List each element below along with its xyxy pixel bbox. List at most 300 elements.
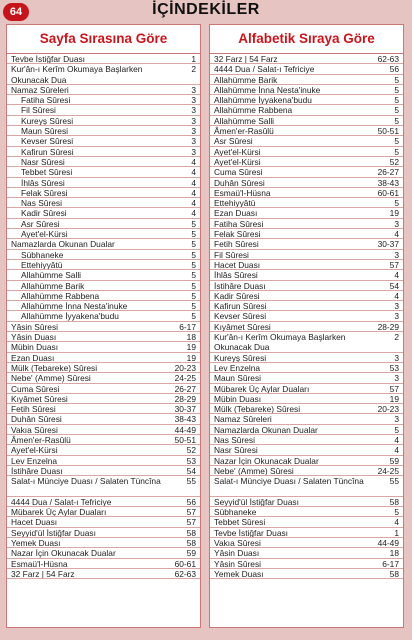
toc-entry[interactable] bbox=[210, 64, 403, 74]
toc-entry[interactable] bbox=[7, 105, 200, 115]
toc-entry-page: 5 bbox=[191, 290, 196, 301]
toc-entry-title: Kadir Sûresi bbox=[214, 290, 260, 301]
toc-entry-page: 26-27 bbox=[377, 167, 399, 178]
toc-entry[interactable] bbox=[7, 95, 200, 105]
toc-entry[interactable] bbox=[210, 425, 403, 435]
toc-entry[interactable] bbox=[7, 373, 200, 383]
toc-entry-page: 19 bbox=[186, 342, 196, 353]
toc-entry[interactable] bbox=[7, 147, 200, 157]
toc-entry[interactable] bbox=[7, 322, 200, 332]
toc-entry-title: Yâsin Sûresi bbox=[11, 321, 59, 332]
toc-entry-page: 3 bbox=[394, 414, 399, 425]
toc-entry-page: 3 bbox=[394, 373, 399, 384]
toc-entry[interactable] bbox=[7, 85, 200, 95]
toc-entry[interactable] bbox=[7, 363, 200, 373]
toc-entry[interactable] bbox=[7, 384, 200, 394]
toc-entry[interactable] bbox=[210, 178, 403, 188]
toc-entry-title: Kadir Sûresi bbox=[21, 208, 67, 219]
toc-entry-title: Fetih Sûresi bbox=[11, 404, 56, 415]
toc-entry-page: 5 bbox=[191, 218, 196, 229]
toc-entry-page: 38-43 bbox=[377, 177, 399, 188]
toc-entry-title: Maun Sûresi bbox=[21, 126, 69, 137]
toc-entry[interactable] bbox=[7, 507, 200, 517]
toc-entry-page: 20-23 bbox=[174, 362, 196, 373]
toc-entry[interactable] bbox=[210, 239, 403, 249]
toc-entry-title: 4444 Dua / Salat-ı Tefriciye bbox=[214, 64, 315, 75]
toc-entry-title: Fetih Sûresi bbox=[214, 239, 259, 250]
toc-entry-page: 5 bbox=[394, 198, 399, 209]
toc-entry[interactable] bbox=[210, 363, 403, 373]
toc-entry-title: 32 Farz | 54 Farz bbox=[11, 568, 75, 579]
toc-entry-title: Lev Enzelna bbox=[214, 362, 261, 373]
toc-entry-page: 20-23 bbox=[377, 404, 399, 415]
toc-entry-page: 18 bbox=[186, 332, 196, 343]
toc-entry[interactable] bbox=[7, 466, 200, 476]
toc-entry-title: Esmaü'l-Hüsna bbox=[11, 558, 68, 569]
toc-entry-page: 4 bbox=[394, 434, 399, 445]
toc-alphabetical-column bbox=[209, 24, 404, 628]
toc-entry-page: 5 bbox=[394, 146, 399, 157]
toc-entry[interactable] bbox=[7, 188, 200, 198]
toc-entry-page: 19 bbox=[389, 393, 399, 404]
toc-entry[interactable] bbox=[210, 528, 403, 538]
toc-entry[interactable] bbox=[210, 188, 403, 198]
toc-entry[interactable] bbox=[7, 167, 200, 177]
toc-entry-page: 5 bbox=[191, 301, 196, 312]
toc-entry-title: Ettehiyyâtü bbox=[214, 198, 256, 209]
toc-entry-title: Vakıa Sûresi bbox=[214, 537, 261, 548]
toc-entry-title: İstihâre Duası bbox=[11, 465, 63, 476]
toc-entry[interactable] bbox=[210, 538, 403, 548]
toc-entry-title: Salat-ı Münciye Duası / Salaten Tüncîna bbox=[11, 476, 161, 487]
toc-entry-page: 28-29 bbox=[377, 321, 399, 332]
toc-entry[interactable] bbox=[210, 548, 403, 558]
toc-entry-title: Tevbe İstiğfar Duası bbox=[214, 527, 289, 538]
toc-entry-title: Mübarek Üç Aylar Duaları bbox=[214, 383, 310, 394]
toc-list-alphabetical bbox=[210, 54, 403, 579]
toc-entry-title: Felak Sûresi bbox=[214, 229, 261, 240]
toc-entry-page: 1 bbox=[394, 527, 399, 538]
toc-entry[interactable] bbox=[210, 394, 403, 404]
toc-entry[interactable] bbox=[7, 353, 200, 363]
toc-entry[interactable] bbox=[7, 332, 200, 342]
toc-entry-page: 62-63 bbox=[377, 54, 399, 64]
toc-entry-title: Mülk (Tebareke) Sûresi bbox=[11, 362, 98, 373]
toc-entry-page: 53 bbox=[186, 455, 196, 466]
toc-entry-page: 4 bbox=[394, 270, 399, 281]
toc-entry-page: 3 bbox=[191, 146, 196, 157]
toc-entry-page: 3 bbox=[191, 105, 196, 116]
column-heading-alphabetical: Alfabetik Sıraya Göre bbox=[210, 25, 403, 54]
toc-entry-page: 4 bbox=[191, 156, 196, 167]
toc-entry-title: Allahümme Barik bbox=[214, 74, 278, 85]
toc-entry-page: 3 bbox=[394, 249, 399, 260]
toc-entry-page: 3 bbox=[394, 301, 399, 312]
toc-entry[interactable] bbox=[7, 198, 200, 208]
toc-entry-title: Mülk (Tebareke) Sûresi bbox=[214, 404, 301, 415]
toc-entry-title: Yemek Duası bbox=[214, 568, 264, 579]
toc-entry-page: 55 bbox=[389, 476, 399, 487]
toc-entry-page: 57 bbox=[186, 517, 196, 528]
toc-entry-title: Kıyâmet Sûresi bbox=[214, 321, 271, 332]
toc-entry-page: 38-43 bbox=[174, 414, 196, 425]
toc-entry-page: 5 bbox=[191, 311, 196, 322]
toc-entry[interactable] bbox=[7, 414, 200, 424]
toc-entry-title: Allahümme İnna Nesta'inuke bbox=[214, 84, 321, 95]
toc-entry-title: Ayet'el-Kürsi bbox=[11, 445, 58, 456]
toc-entry[interactable] bbox=[210, 301, 403, 311]
page-title: İÇİNDEKİLER bbox=[152, 1, 260, 18]
toc-entry-page: 3 bbox=[191, 115, 196, 126]
toc-entry-page: 5 bbox=[394, 424, 399, 435]
toc-entry-title: Nazar İçin Okunacak Dualar bbox=[11, 548, 116, 559]
toc-entry-title: Salat-ı Münciye Duası / Salaten Tüncîna bbox=[214, 476, 364, 487]
toc-entry[interactable] bbox=[210, 260, 403, 270]
toc-entry[interactable] bbox=[210, 281, 403, 291]
toc-entry-page: 53 bbox=[389, 362, 399, 373]
toc-entry-title: Yâsin Sûresi bbox=[214, 558, 262, 569]
toc-entry-page: 4 bbox=[394, 445, 399, 456]
toc-entry-title: Kafirun Sûresi bbox=[214, 301, 267, 312]
toc-entry-title: Kevser Sûresi bbox=[214, 311, 267, 322]
toc-entry[interactable] bbox=[7, 476, 200, 497]
toc-entry-title: Nazar İçin Okunacak Dualar bbox=[214, 455, 319, 466]
toc-entry-page: 62-63 bbox=[174, 568, 196, 579]
toc-entry-title: Lev Enzelna bbox=[11, 455, 58, 466]
toc-entry-title: Felak Sûresi bbox=[21, 187, 68, 198]
toc-entry-title: Yemek Duası bbox=[11, 537, 61, 548]
toc-entry-title: Nasr Sûresi bbox=[21, 156, 65, 167]
toc-entry[interactable] bbox=[210, 105, 403, 115]
toc-entry[interactable] bbox=[210, 116, 403, 126]
toc-entry[interactable] bbox=[210, 497, 403, 507]
toc-entry[interactable] bbox=[210, 466, 403, 476]
toc-entry-page: 54 bbox=[186, 465, 196, 476]
toc-entry-page: 5 bbox=[394, 95, 399, 106]
toc-entry-title: Seyyid'ül İstiğfar Duası bbox=[11, 527, 96, 538]
toc-entry-title: Nas Sûresi bbox=[214, 434, 255, 445]
toc-entry-page: 19 bbox=[186, 352, 196, 363]
toc-entry-title: Nebe' (Amme) Sûresi bbox=[11, 373, 91, 384]
toc-entry[interactable] bbox=[7, 404, 200, 414]
toc-entry[interactable] bbox=[210, 126, 403, 136]
toc-entry-title: Asr Sûresi bbox=[214, 136, 253, 147]
toc-entry[interactable] bbox=[210, 136, 403, 146]
toc-entry-title: Fil Sûresi bbox=[21, 105, 56, 116]
toc-entry-title: Allahümme Barik bbox=[21, 280, 85, 291]
toc-entry-title: Allahümme Rabbena bbox=[21, 290, 100, 301]
toc-entry-title: Ayet'el-Kürsi bbox=[214, 156, 261, 167]
toc-entry[interactable] bbox=[7, 445, 200, 455]
toc-entry-title: Kureyş Sûresi bbox=[214, 352, 267, 363]
toc-entry[interactable] bbox=[210, 384, 403, 394]
toc-entry-page: 60-61 bbox=[174, 558, 196, 569]
toc-entry-title: Tevbe İstiğfar Duası bbox=[11, 54, 86, 64]
toc-entry-title: Duhân Sûresi bbox=[214, 177, 265, 188]
toc-entry-title: Allahümme Salli bbox=[214, 115, 275, 126]
toc-entry-title: Ezan Duası bbox=[214, 208, 258, 219]
toc-entry[interactable] bbox=[7, 301, 200, 311]
column-heading-by-page: Sayfa Sırasına Göre bbox=[7, 25, 200, 54]
toc-entry-title: Nas Sûresi bbox=[21, 198, 62, 209]
toc-entry-title: Hacet Duası bbox=[11, 517, 58, 528]
toc-entry[interactable] bbox=[210, 353, 403, 363]
toc-entry-page: 52 bbox=[389, 156, 399, 167]
toc-entry[interactable] bbox=[210, 167, 403, 177]
toc-entry[interactable] bbox=[7, 342, 200, 352]
toc-entry-page: 3 bbox=[394, 311, 399, 322]
toc-entry[interactable] bbox=[7, 54, 200, 64]
toc-entry-title: Allahümme İnna Nesta'inuke bbox=[21, 301, 128, 312]
toc-entry-page: 54 bbox=[389, 280, 399, 291]
toc-entry-page: 24-25 bbox=[377, 465, 399, 476]
toc-entry-page: 56 bbox=[389, 64, 399, 75]
toc-entry-page: 2 bbox=[394, 332, 399, 343]
toc-entry-title: İstihâre Duası bbox=[214, 280, 266, 291]
toc-entry[interactable] bbox=[210, 404, 403, 414]
toc-entry[interactable] bbox=[210, 322, 403, 332]
toc-entry[interactable] bbox=[7, 157, 200, 167]
toc-entry-title: Cuma Sûresi bbox=[11, 383, 60, 394]
toc-entry-page: 18 bbox=[389, 548, 399, 559]
toc-entry-title: Namazlarda Okunan Dualar bbox=[214, 424, 318, 435]
toc-entry-title: Âmen'er-Rasûlü bbox=[11, 434, 71, 445]
page-header bbox=[0, 0, 412, 24]
toc-entry-page: 3 bbox=[394, 218, 399, 229]
toc-entry-title: Allahümme Salli bbox=[21, 270, 82, 281]
toc-entry-title: 32 Farz | 54 Farz bbox=[214, 54, 278, 64]
toc-entry-page: 3 bbox=[191, 136, 196, 147]
toc-entry-title: Yâsin Duası bbox=[214, 548, 260, 559]
toc-entry-page: 4 bbox=[394, 229, 399, 240]
toc-entry-page: 58 bbox=[389, 568, 399, 579]
toc-entry[interactable] bbox=[7, 270, 200, 280]
toc-entry[interactable] bbox=[210, 476, 403, 497]
toc-entry-page: 5 bbox=[191, 280, 196, 291]
toc-entry-title: Asr Sûresi bbox=[21, 218, 60, 229]
toc-entry-title: Tebbet Sûresi bbox=[21, 167, 73, 178]
toc-entry-page: 59 bbox=[389, 455, 399, 466]
toc-entry-page: 3 bbox=[191, 126, 196, 137]
toc-entry-page: 5 bbox=[394, 105, 399, 116]
toc-entry-page: 57 bbox=[389, 383, 399, 394]
toc-entry-page: 44-49 bbox=[377, 537, 399, 548]
toc-entry-title: Fil Sûresi bbox=[214, 249, 249, 260]
toc-entry[interactable] bbox=[210, 445, 403, 455]
toc-entry-title: Fatiha Sûresi bbox=[21, 95, 71, 106]
toc-entry[interactable] bbox=[210, 270, 403, 280]
toc-entry-page: 5 bbox=[394, 74, 399, 85]
toc-entry[interactable] bbox=[7, 64, 200, 85]
toc-entry-page: 2 bbox=[191, 64, 196, 75]
toc-entry[interactable] bbox=[7, 559, 200, 569]
toc-entry-page: 3 bbox=[191, 95, 196, 106]
toc-entry-title: İhlâs Sûresi bbox=[21, 177, 65, 188]
toc-entry[interactable] bbox=[210, 250, 403, 260]
toc-entry[interactable] bbox=[210, 435, 403, 445]
toc-entry[interactable] bbox=[7, 178, 200, 188]
toc-entry-page: 5 bbox=[394, 507, 399, 518]
toc-entry-title: Duhân Sûresi bbox=[11, 414, 62, 425]
toc-entry-title: 4444 Dua / Salat-ı Tefriciye bbox=[11, 496, 112, 507]
toc-entry[interactable] bbox=[7, 528, 200, 538]
toc-entry[interactable] bbox=[7, 126, 200, 136]
toc-entry-page: 50-51 bbox=[377, 126, 399, 137]
toc-entry[interactable] bbox=[210, 517, 403, 527]
toc-entry-page: 26-27 bbox=[174, 383, 196, 394]
toc-entry[interactable] bbox=[210, 85, 403, 95]
toc-entry-title: Kur'ân-ı Kerîm Okumaya Başlarken Okunacak Dua bbox=[214, 332, 346, 353]
toc-entry[interactable] bbox=[210, 332, 403, 353]
toc-entry-page: 56 bbox=[186, 496, 196, 507]
toc-entry-page: 6-17 bbox=[179, 321, 196, 332]
toc-entry-title: Ezan Duası bbox=[11, 352, 55, 363]
toc-entry-page: 24-25 bbox=[174, 373, 196, 384]
toc-entry-title: Ettehiyyâtü bbox=[21, 259, 63, 270]
toc-entry-title: Mübin Duası bbox=[11, 342, 59, 353]
toc-entry[interactable] bbox=[210, 311, 403, 321]
toc-entry-title: Âmen'er-Rasûlü bbox=[214, 126, 274, 137]
toc-entry[interactable] bbox=[7, 260, 200, 270]
toc-entry-page: 5 bbox=[191, 270, 196, 281]
toc-entry-page: 5 bbox=[191, 259, 196, 270]
toc-entry-page: 58 bbox=[186, 537, 196, 548]
toc-entry-page: 28-29 bbox=[174, 393, 196, 404]
toc-entry-title: Kafirun Sûresi bbox=[21, 146, 74, 157]
toc-entry[interactable] bbox=[7, 116, 200, 126]
toc-entry[interactable] bbox=[7, 136, 200, 146]
toc-entry-page: 58 bbox=[389, 496, 399, 507]
toc-entry-title: Allahümme Rabbena bbox=[214, 105, 293, 116]
toc-entry-page: 6-17 bbox=[382, 558, 399, 569]
toc-entry-title: Vakıa Sûresi bbox=[11, 424, 58, 435]
toc-by-page-column bbox=[6, 24, 201, 628]
toc-entry[interactable] bbox=[210, 456, 403, 466]
toc-entry-title: Cuma Sûresi bbox=[214, 167, 263, 178]
toc-entry-page: 30-37 bbox=[174, 404, 196, 415]
toc-entry-title: Nasr Sûresi bbox=[214, 445, 258, 456]
toc-entry-page: 59 bbox=[186, 548, 196, 559]
toc-entry-title: Allahümme İyyakena'budu bbox=[21, 311, 119, 322]
toc-entry[interactable] bbox=[210, 414, 403, 424]
toc-entry-page: 3 bbox=[394, 352, 399, 363]
toc-entry-title: Kevser Sûresi bbox=[21, 136, 74, 147]
toc-entry-title: Namazlarda Okunan Dualar bbox=[11, 239, 115, 250]
toc-entry[interactable] bbox=[7, 239, 200, 249]
toc-entry[interactable] bbox=[210, 198, 403, 208]
toc-entry[interactable] bbox=[210, 95, 403, 105]
toc-entry[interactable] bbox=[210, 229, 403, 239]
toc-entry[interactable] bbox=[210, 208, 403, 218]
toc-list-by-page bbox=[7, 54, 200, 579]
toc-entry-title: Namaz Sûreleri bbox=[11, 84, 69, 95]
toc-entry-page: 57 bbox=[186, 507, 196, 518]
toc-entry-title: Mübarek Üç Aylar Duaları bbox=[11, 507, 107, 518]
toc-entry-page: 52 bbox=[186, 445, 196, 456]
toc-entry[interactable] bbox=[210, 507, 403, 517]
toc-entry-page: 55 bbox=[186, 476, 196, 487]
toc-entry-page: 57 bbox=[389, 259, 399, 270]
toc-entry-title: Kıyâmet Sûresi bbox=[11, 393, 68, 404]
toc-entry-title: Ayet'el-Kürsi bbox=[214, 146, 261, 157]
toc-entry-page: 1 bbox=[191, 54, 196, 64]
toc-entry-title: Maun Sûresi bbox=[214, 373, 262, 384]
toc-entry[interactable] bbox=[7, 538, 200, 548]
toc-entry-page: 4 bbox=[191, 177, 196, 188]
toc-entry-page: 3 bbox=[191, 84, 196, 95]
toc-entry[interactable] bbox=[7, 311, 200, 321]
toc-entry[interactable] bbox=[210, 75, 403, 85]
toc-entry-title: Hacet Duası bbox=[214, 259, 261, 270]
toc-entry[interactable] bbox=[7, 229, 200, 239]
toc-entry-title: Ayet'el-Kürsi bbox=[21, 229, 68, 240]
toc-entry-page: 5 bbox=[191, 249, 196, 260]
toc-entry[interactable] bbox=[7, 250, 200, 260]
toc-entry-title: Kureyş Sûresi bbox=[21, 115, 74, 126]
toc-entry[interactable] bbox=[210, 569, 403, 579]
toc-entry[interactable] bbox=[210, 157, 403, 167]
toc-entry-page: 5 bbox=[394, 115, 399, 126]
toc-entry[interactable] bbox=[210, 219, 403, 229]
toc-entry-title: Namaz Sûreleri bbox=[214, 414, 272, 425]
toc-entry-page: 44-49 bbox=[174, 424, 196, 435]
toc-entry-page: 30-37 bbox=[377, 239, 399, 250]
toc-entry[interactable] bbox=[7, 394, 200, 404]
toc-entry-title: Esmaü'l-Hüsna bbox=[214, 187, 271, 198]
toc-entry[interactable] bbox=[7, 456, 200, 466]
toc-entry[interactable] bbox=[210, 559, 403, 569]
toc-entry-title: Allahümme İyyakena'budu bbox=[214, 95, 312, 106]
toc-entry[interactable] bbox=[210, 147, 403, 157]
toc-entry[interactable] bbox=[7, 497, 200, 507]
toc-entry-title: Nebe' (Amme) Sûresi bbox=[214, 465, 294, 476]
toc-entry-title: Seyyid'ül İstiğfar Duası bbox=[214, 496, 299, 507]
toc-entry-page: 4 bbox=[394, 517, 399, 528]
toc-entry-page: 4 bbox=[191, 208, 196, 219]
toc-entry-page: 4 bbox=[394, 290, 399, 301]
toc-entry-title: Mübin Duası bbox=[214, 393, 262, 404]
toc-entry-title: Yâsin Duası bbox=[11, 332, 57, 343]
toc-entry-page: 5 bbox=[191, 229, 196, 240]
toc-entry[interactable] bbox=[7, 517, 200, 527]
toc-entry-page: 50-51 bbox=[174, 434, 196, 445]
toc-entry-page: 5 bbox=[191, 239, 196, 250]
toc-entry[interactable] bbox=[210, 373, 403, 383]
page-number-badge: 64 bbox=[3, 3, 29, 21]
toc-entry[interactable] bbox=[7, 291, 200, 301]
toc-entry[interactable] bbox=[7, 219, 200, 229]
toc-entry[interactable] bbox=[7, 281, 200, 291]
toc-entry[interactable] bbox=[210, 54, 403, 64]
toc-entry[interactable] bbox=[7, 425, 200, 435]
toc-entry-page: 19 bbox=[389, 208, 399, 219]
toc-entry[interactable] bbox=[7, 435, 200, 445]
toc-entry[interactable] bbox=[7, 208, 200, 218]
toc-entry-title: Sübhaneke bbox=[214, 507, 257, 518]
toc-entry[interactable] bbox=[210, 291, 403, 301]
toc-entry-page: 4 bbox=[191, 187, 196, 198]
toc-entry-title: Kur'ân-ı Kerîm Okumaya Başlarken Okunacak Dua bbox=[11, 64, 143, 85]
toc-entry-title: Fatiha Sûresi bbox=[214, 218, 264, 229]
toc-entry-page: 4 bbox=[191, 167, 196, 178]
toc-entry-page: 4 bbox=[191, 198, 196, 209]
toc-entry-title: Tebbet Sûresi bbox=[214, 517, 266, 528]
toc-entry[interactable] bbox=[7, 569, 200, 579]
toc-entry[interactable] bbox=[7, 548, 200, 558]
toc-entry-title: İhlâs Sûresi bbox=[214, 270, 258, 281]
toc-entry-page: 5 bbox=[394, 84, 399, 95]
toc-entry-page: 58 bbox=[186, 527, 196, 538]
